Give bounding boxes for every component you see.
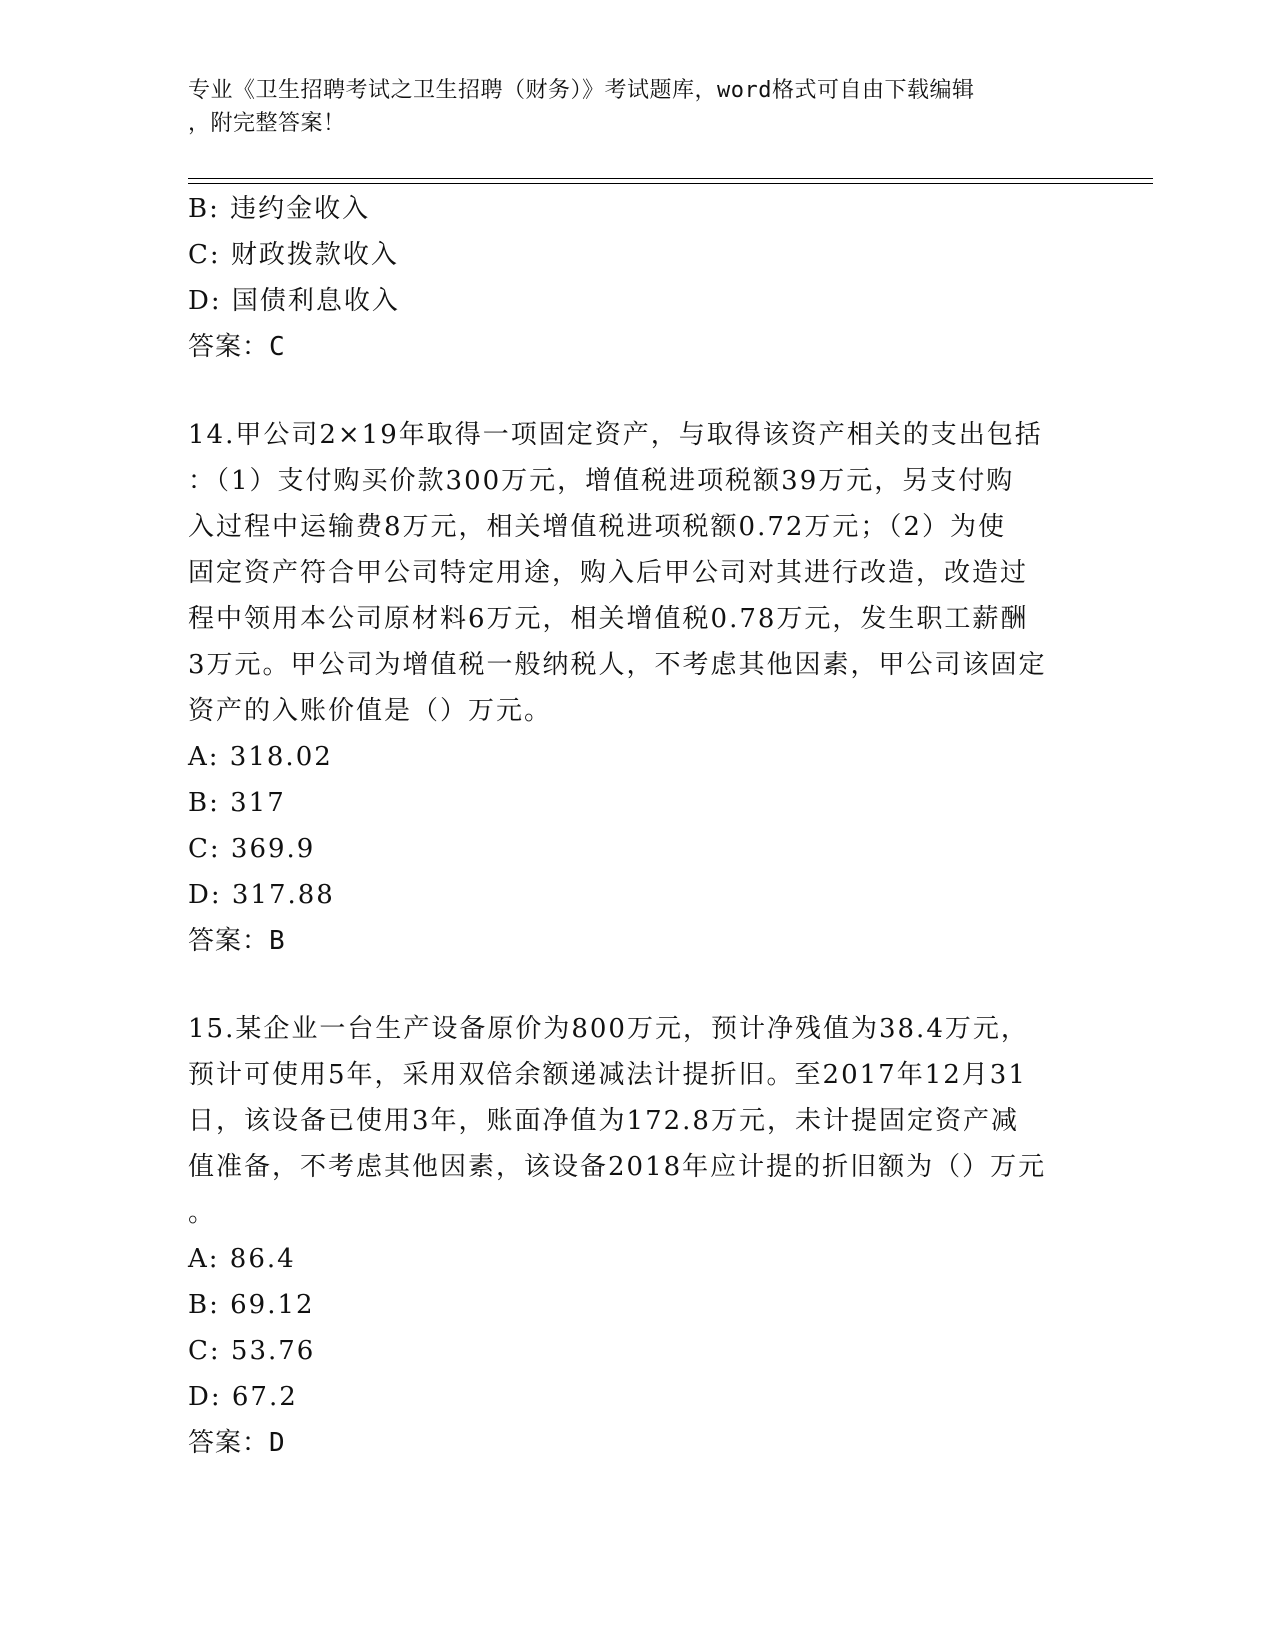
- question-text-line: 资产的入账价值是（）万元。: [188, 696, 553, 726]
- header-line-1: 专业《卫生招聘考试之卫生招聘（财务）》考试题库，word格式可自由下载编辑: [188, 78, 975, 103]
- document-header: [188, 74, 1068, 140]
- option-b: B: 69.12: [188, 1290, 315, 1320]
- question-13-tail: [188, 186, 1088, 370]
- question-text-line: 。: [188, 1198, 217, 1228]
- question-text-line: 入过程中运输费8万元，相关增值税进项税额0.72万元；（2）为使: [188, 512, 1006, 542]
- option-c: C: 53.76: [188, 1336, 316, 1366]
- header-divider-bottom: [188, 183, 1153, 184]
- spacer: [188, 964, 1088, 1006]
- option-b: B: 违约金收入: [188, 194, 371, 224]
- question-text-line: 值准备，不考虑其他因素，该设备2018年应计提的折旧额为（）万元: [188, 1152, 1047, 1182]
- question-text-line: 日，该设备已使用3年，账面净值为172.8万元，未计提固定资产减: [188, 1106, 1019, 1136]
- answer-line: 答案：D: [188, 1428, 286, 1458]
- question-text-line: 程中领用本公司原材料6万元，相关增值税0.78万元，发生职工薪酬: [188, 604, 1029, 634]
- answer-line: 答案：C: [188, 332, 286, 362]
- option-c: C: 369.9: [188, 834, 316, 864]
- option-a: A: 318.02: [188, 742, 333, 772]
- document-body: [188, 186, 1088, 1466]
- question-text-line: 3万元。甲公司为增值税一般纳税人，不考虑其他因素，甲公司该固定: [188, 650, 1047, 680]
- question-text-line: 预计可使用5年，采用双倍余额递减法计提折旧。至2017年12月31: [188, 1060, 1027, 1090]
- spacer: [188, 370, 1088, 412]
- question-14: [188, 412, 1088, 964]
- question-text-line: 15.某企业一台生产设备原价为800万元，预计净残值为38.4万元，: [188, 1014, 1029, 1044]
- answer-line: 答案：B: [188, 926, 286, 956]
- question-text-line: 14.甲公司2×19年取得一项固定资产，与取得该资产相关的支出包括: [188, 420, 1043, 450]
- option-a: A: 86.4: [188, 1244, 296, 1274]
- question-text-line: 固定资产符合甲公司特定用途，购入后甲公司对其进行改造，改造过: [188, 558, 1029, 588]
- question-text-line: ：（1）支付购买价款300万元，增值税进项税额39万元，另支付购: [188, 466, 1015, 496]
- header-line-2: ，附完整答案！: [188, 111, 346, 136]
- header-divider-top: [188, 178, 1153, 179]
- option-b: B: 317: [188, 788, 286, 818]
- option-c: C: 财政拨款收入: [188, 240, 399, 270]
- option-d: D: 317.88: [188, 880, 335, 910]
- option-d: D: 国债利息收入: [188, 286, 400, 316]
- option-d: D: 67.2: [188, 1382, 298, 1412]
- question-15: [188, 1006, 1088, 1466]
